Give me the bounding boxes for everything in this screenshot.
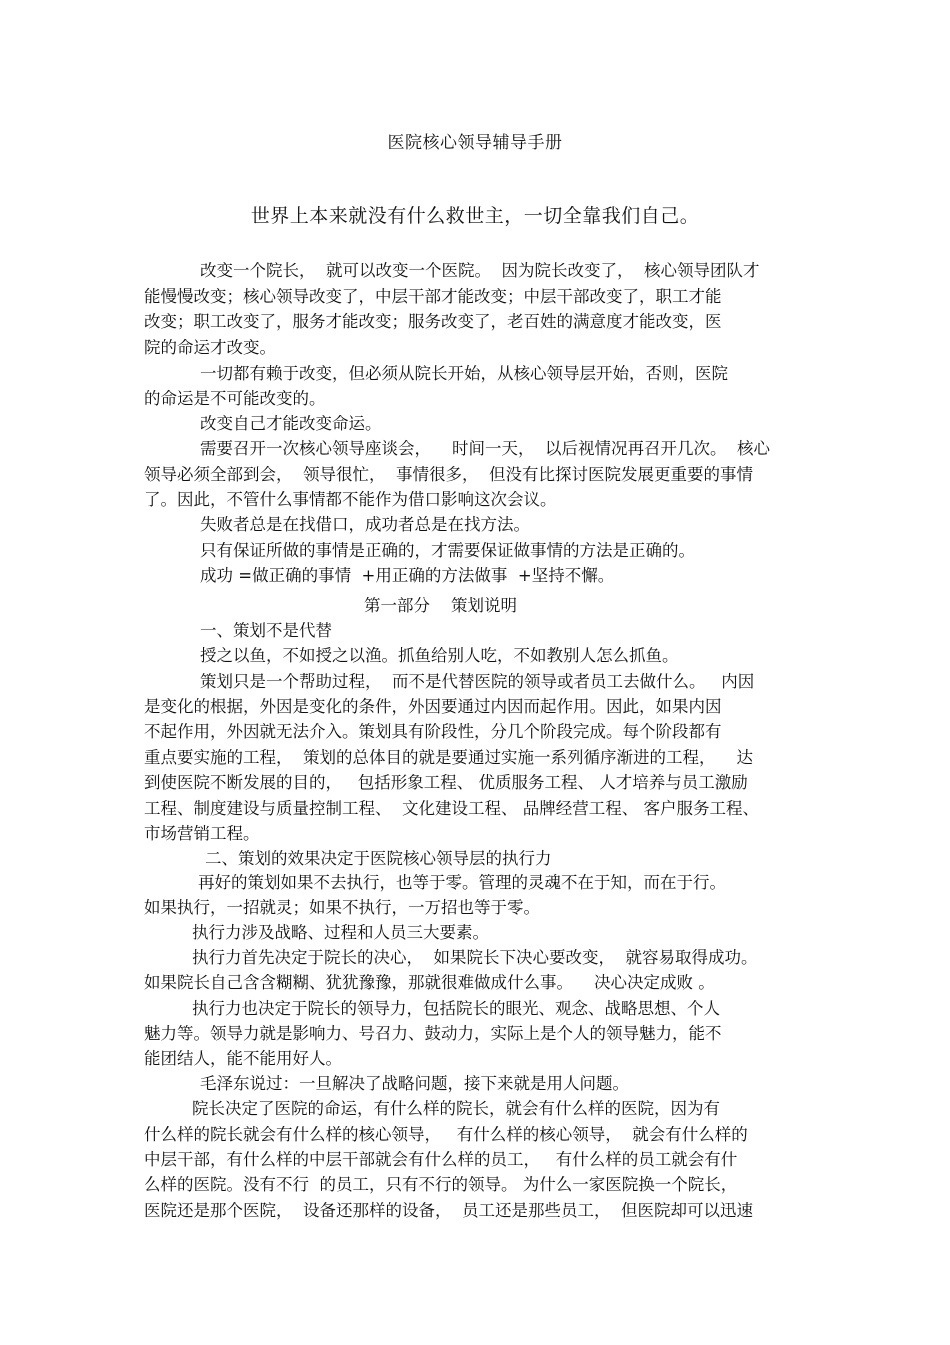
body-line: 领导必须全部到会， 领导很忙， 事情很多， 但没有比探讨医院发展更重要的事情 <box>144 465 753 484</box>
body-line: 工程、制度建设与质量控制工程、 文化建设工程、 品牌经营工程、 客户服务工程、 <box>144 799 759 818</box>
body-line: 再好的策划如果不去执行，也等于零。管理的灵魂不在于知，而在于行。 <box>198 873 726 892</box>
body-line: 是变化的根据，外因是变化的条件，外因要通过内因而起作用。因此，如果内因 <box>144 697 722 716</box>
body-line: 院的命运才改变。 <box>144 338 276 357</box>
document-title: 医院核心领导辅导手册 <box>387 133 563 153</box>
body-line: 一切都有赖于改变，但必须从院长开始，从核心领导层开始，否则，医院 <box>200 364 728 383</box>
body-line: 院长决定了医院的命运，有什么样的院长，就会有什么样的医院，因为有 <box>192 1099 720 1118</box>
body-line: 二、策划的效果决定于医院核心领导层的执行力 <box>205 849 552 868</box>
body-line: 的命运是不可能改变的。 <box>144 389 326 408</box>
body-line: 了。因此，不管什么事情都不能作为借口影响这次会议。 <box>144 490 557 509</box>
body-line: 如果执行，一招就灵；如果不执行，一万招也等于零。 <box>144 898 540 917</box>
body-line: 第一部分 策划说明 <box>364 596 517 615</box>
body-line: 改变一个院长， 就可以改变一个医院。 因为院长改变了， 核心领导团队才 <box>200 261 760 280</box>
body-line: 一、策划不是代替 <box>200 621 332 640</box>
body-line: 执行力涉及战略、过程和人员三大要素。 <box>192 923 489 942</box>
body-line: 改变；职工改变了，服务才能改变；服务改变了，老百姓的满意度才能改变，医 <box>144 312 722 331</box>
body-line: 执行力也决定于院长的领导力，包括院长的眼光、观念、战略思想、个人 <box>192 999 720 1018</box>
body-line: 执行力首先决定于院长的决心， 如果院长下决心要改变， 就容易取得成功。 <box>192 948 758 967</box>
body-line: 什么样的院长就会有什么样的核心领导， 有什么样的核心领导， 就会有什么样的 <box>144 1125 748 1144</box>
document-motto: 世界上本来就没有什么救世主，一切全靠我们自己。 <box>250 205 700 227</box>
body-line: 不起作用，外因就无法介入。策划具有阶段性，分几个阶段完成。每个阶段都有 <box>144 722 722 741</box>
body-line: 策划只是一个帮助过程， 而不是代替医院的领导或者员工去做什么。 内因 <box>200 672 755 691</box>
body-line: 授之以鱼，不如授之以渔。抓鱼给别人吃，不如教别人怎么抓鱼。 <box>200 646 679 665</box>
body-line: 改变自己才能改变命运。 <box>200 414 382 433</box>
body-line: 到使医院不断发展的目的， 包括形象工程、 优质服务工程、 人才培养与员工激励 <box>144 773 748 792</box>
body-line: 么样的医院。没有不行 的员工，只有不行的领导。 为什么一家医院换一个院长， <box>144 1175 738 1194</box>
body-line: 市场营销工程。 <box>144 824 260 843</box>
body-line: 成功 =做正确的事情 +用正确的方法做事 +坚持不懈。 <box>200 566 615 585</box>
body-line: 只有保证所做的事情是正确的，才需要保证做事情的方法是正确的。 <box>200 541 695 560</box>
body-line: 能慢慢改变；核心领导改变了，中层干部才能改变；中层干部改变了，职工才能 <box>144 287 722 306</box>
body-line: 重点要实施的工程， 策划的总体目的就是要通过实施一系列循序渐进的工程， 达 <box>144 748 753 767</box>
body-line: 能团结人，能不能用好人。 <box>144 1049 342 1068</box>
body-line: 中层干部，有什么样的中层干部就会有什么样的员工， 有什么样的员工就会有什 <box>144 1150 738 1169</box>
body-line: 医院还是那个医院， 设备还那样的设备， 员工还是那些员工， 但医院却可以迅速 <box>144 1201 753 1220</box>
body-line: 需要召开一次核心领导座谈会， 时间一天， 以后视情况再召开几次。 核心 <box>200 439 770 458</box>
body-line: 魅力等。领导力就是影响力、号召力、鼓动力，实际上是个人的领导魅力，能不 <box>144 1024 722 1043</box>
body-line: 毛泽东说过：一旦解决了战略问题，接下来就是用人问题。 <box>200 1074 629 1093</box>
body-line: 如果院长自己含含糊糊、犹犹豫豫，那就很难做成什么事。 决心决定成败 。 <box>144 973 715 992</box>
body-line: 失败者总是在找借口，成功者总是在找方法。 <box>200 515 530 534</box>
